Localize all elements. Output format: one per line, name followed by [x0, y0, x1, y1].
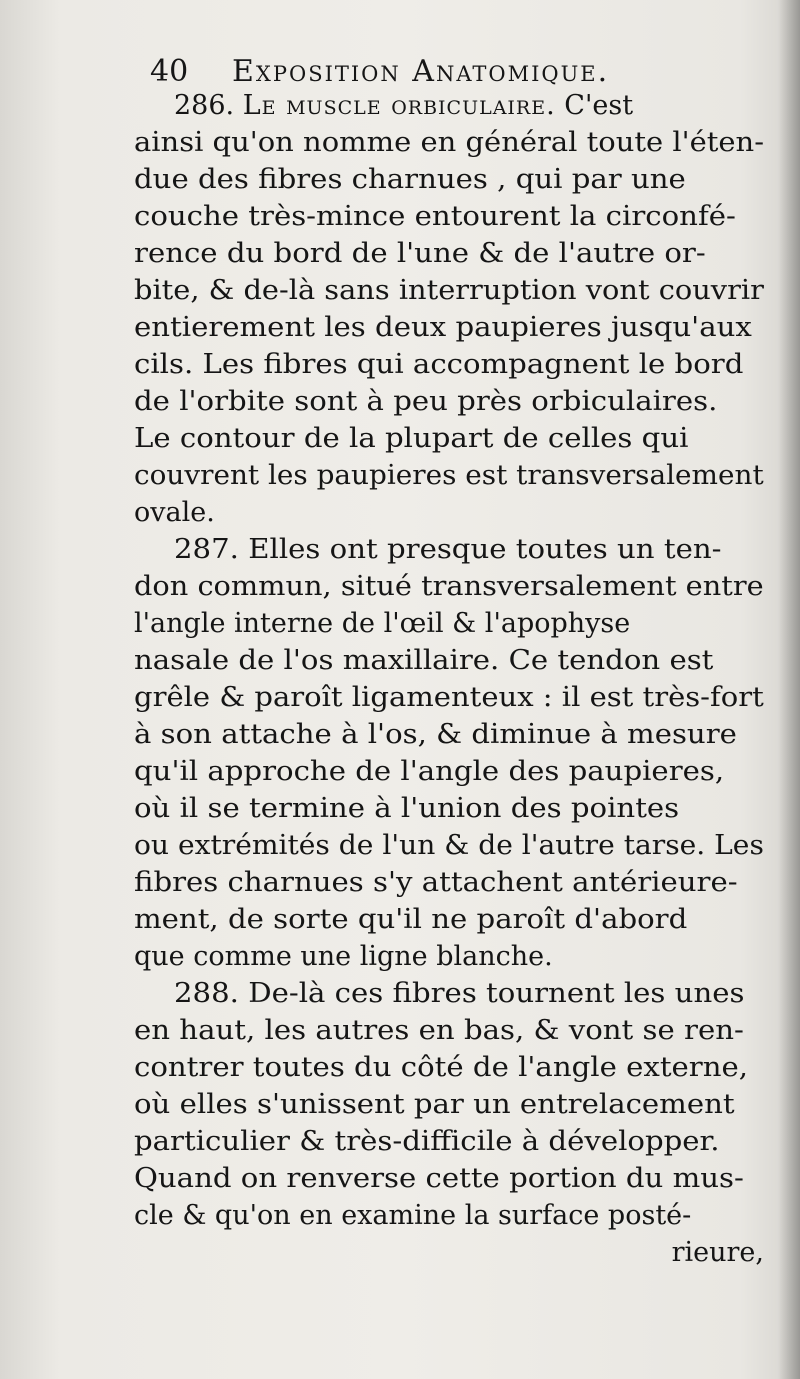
text-line: de l'orbite sont à peu près orbiculaires.: [134, 386, 718, 417]
text-line: ou extrémités de l'un & de l'autre tarse. Les: [134, 830, 764, 861]
text-line: ovale.: [134, 497, 215, 528]
line-text: De-là ces fibres tournent les unes: [248, 978, 745, 1009]
text-line: en haut, les autres en bas, & vont se ren-: [134, 1015, 744, 1046]
text-line: due des fibres charnues , qui par une: [134, 164, 686, 195]
text-line: couvrent les paupieres est transversalement: [134, 460, 764, 491]
running-title: Exposition Anatomique.: [232, 54, 610, 89]
text-line: grêle & paroît ligamenteux : il est très-fort: [134, 682, 764, 713]
text-line: contrer toutes du côté de l'angle externe,: [134, 1052, 749, 1083]
text-line: Le contour de la plupart de celles qui: [134, 423, 689, 454]
text-line: l'angle interne de l'œil & l'apophyse: [134, 608, 631, 639]
section-heading: Le muscle orbiculaire.: [242, 90, 556, 121]
text-line: qu'il approche de l'angle des paupieres,: [134, 756, 725, 787]
text-line: ainsi qu'on nomme en général toute l'éten-: [134, 127, 765, 158]
text-line: où il se termine à l'union des pointes: [134, 793, 680, 824]
catchword: rieure,: [671, 1237, 764, 1268]
paragraph-number: 288.: [174, 978, 239, 1009]
text-line: cle & qu'on en examine la surface posté-: [134, 1200, 692, 1231]
text-line: [174, 975, 744, 1012]
text-line: rence du bord de l'une & de l'autre or-: [134, 238, 706, 269]
text-line: cils. Les fibres qui accompagnent le bord: [134, 349, 744, 380]
text-line: où elles s'unissent par un entrelacement: [134, 1089, 735, 1120]
line-text: Elles ont presque toutes un ten-: [248, 534, 722, 565]
text-line: [174, 87, 633, 124]
page-number: 40: [150, 54, 189, 89]
paragraph-number: 287.: [174, 534, 239, 565]
text-line: nasale de l'os maxillaire. Ce tendon est: [134, 645, 714, 676]
text-line: bite, & de-là sans interruption vont couvrir: [134, 275, 764, 306]
text-line: entierement les deux paupieres jusqu'aux: [134, 312, 752, 343]
text-line: couche très-mince entourent la circonfé-: [134, 201, 736, 232]
page-header: [150, 52, 710, 92]
line-text: C'est: [555, 90, 634, 121]
text-line: Quand on renverse cette portion du mus-: [134, 1163, 744, 1194]
text-line: que comme une ligne blanche.: [134, 941, 553, 972]
paragraph-number: 286.: [174, 90, 235, 121]
text-line: [174, 531, 721, 568]
text-line: fibres charnues s'y attachent antérieure-: [134, 867, 738, 898]
text-line: à son attache à l'os, & diminue à mesure: [134, 719, 737, 750]
text-line: ment, de sorte qu'il ne paroît d'abord: [134, 904, 688, 935]
text-line: particulier & très-difficile à développer.: [134, 1126, 720, 1157]
text-line: don commun, situé transversalement entre: [134, 571, 764, 602]
